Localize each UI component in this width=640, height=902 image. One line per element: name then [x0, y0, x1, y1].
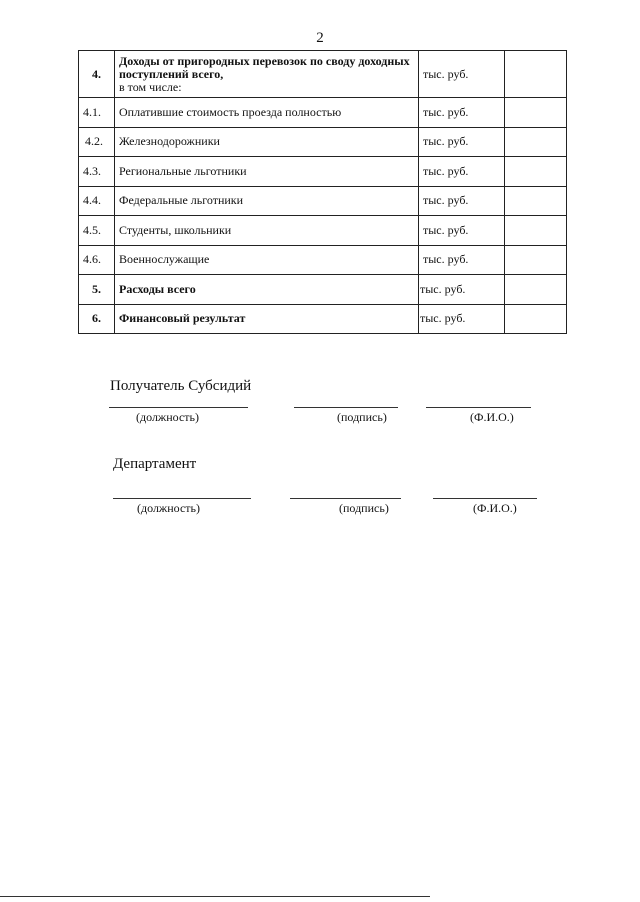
table-row [79, 98, 567, 128]
row-label: Оплатившие стоимость проезда полностью [115, 98, 419, 128]
table-row [79, 186, 567, 216]
row-value [505, 186, 567, 216]
position-caption: (должность) [137, 501, 200, 515]
row-label: Региональные льготники [115, 157, 419, 187]
row-unit: тыс. руб. [419, 275, 505, 305]
signature-caption: (подпись) [337, 410, 387, 424]
page-number: 2 [316, 30, 324, 46]
row-number: 4.2. [79, 127, 115, 157]
row-unit: тыс. руб. [419, 304, 505, 334]
row-label: Военнослужащие [115, 245, 419, 275]
row-value [505, 245, 567, 275]
position-line [113, 498, 251, 499]
row-unit: тыс. руб. [419, 216, 505, 246]
signature-line [290, 498, 401, 499]
row-value [505, 51, 567, 98]
table-row [79, 245, 567, 275]
table-row [79, 216, 567, 246]
row-unit: тыс. руб. [419, 157, 505, 187]
row-number: 5. [79, 275, 115, 305]
row-unit: тыс. руб. [419, 98, 505, 128]
row-unit: тыс. руб. [419, 245, 505, 275]
row-number: 4.5. [79, 216, 115, 246]
position-line [109, 407, 248, 408]
footer-rule [0, 896, 430, 897]
row-label: Расходы всего [115, 275, 419, 305]
department-signature-title: Департамент [113, 456, 197, 472]
row-number: 4. [79, 51, 115, 98]
row-label [115, 51, 419, 98]
table-row [79, 51, 567, 98]
row-value [505, 157, 567, 187]
row-label-main: Доходы от пригородных перевозок по своду доходных поступлений всего, [119, 53, 410, 81]
row-label-sub: в том числе: [119, 79, 182, 94]
row-label: Финансовый результат [115, 304, 419, 334]
table-row [79, 157, 567, 187]
position-caption: (должность) [136, 410, 199, 424]
row-label: Студенты, школьники [115, 216, 419, 246]
row-unit: тыс. руб. [419, 127, 505, 157]
name-line [426, 407, 531, 408]
row-value [505, 127, 567, 157]
name-line [433, 498, 537, 499]
row-unit: тыс. руб. [419, 186, 505, 216]
row-value [505, 216, 567, 246]
signature-line [294, 407, 398, 408]
name-caption: (Ф.И.О.) [470, 410, 514, 424]
row-value [505, 304, 567, 334]
row-value [505, 98, 567, 128]
name-caption: (Ф.И.О.) [473, 501, 517, 515]
signature-caption: (подпись) [339, 501, 389, 515]
report-table [78, 50, 567, 334]
row-label: Федеральные льготники [115, 186, 419, 216]
row-number: 4.6. [79, 245, 115, 275]
recipient-signature-title: Получатель Субсидий [110, 378, 252, 394]
table-row [79, 275, 567, 305]
row-number: 4.3. [79, 157, 115, 187]
table-row [79, 304, 567, 334]
row-number: 4.1. [79, 98, 115, 128]
row-number: 4.4. [79, 186, 115, 216]
row-unit: тыс. руб. [419, 51, 505, 98]
row-number: 6. [79, 304, 115, 334]
row-label: Железнодорожники [115, 127, 419, 157]
table-row [79, 127, 567, 157]
row-value [505, 275, 567, 305]
